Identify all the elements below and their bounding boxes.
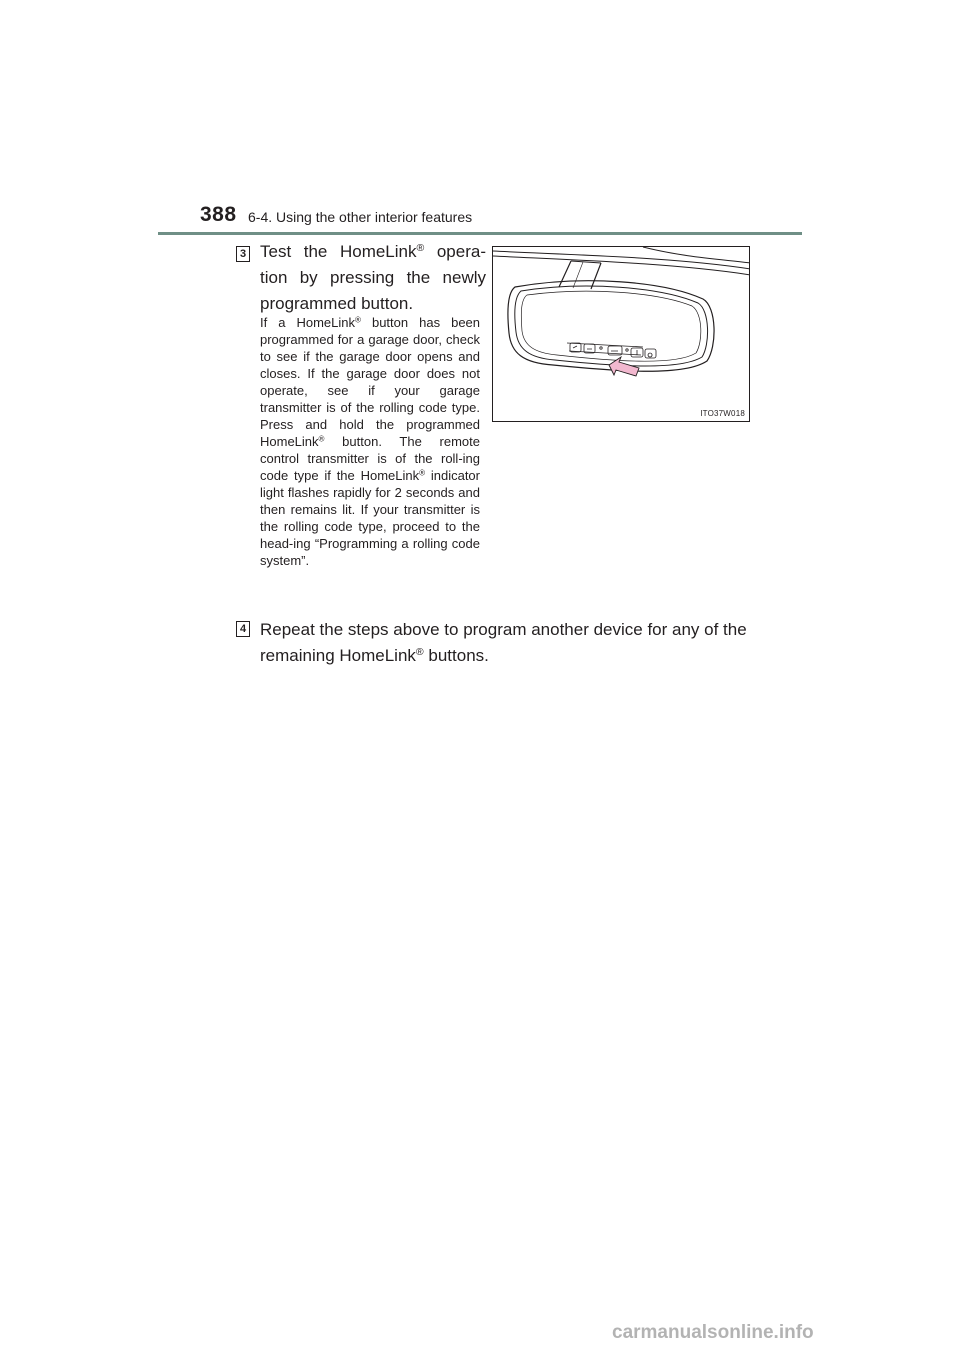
step-3-badge: 3 bbox=[236, 246, 250, 262]
note-part-1: If a HomeLink bbox=[260, 315, 356, 330]
page-number: 388 bbox=[200, 203, 237, 226]
note-part-2: button has been programmed for a garage door, check to see if the garage door opens and closes. If the garage door does not operate, see if your garage transmitter is of the rolling code type. Press and hold the programmed HomeLink bbox=[260, 315, 481, 449]
step-3-note bbox=[260, 314, 480, 569]
watermark: carmanualsonline.info bbox=[612, 1322, 814, 1343]
registered-mark: ® bbox=[318, 434, 325, 444]
note-part-3: button. The remote control transmitter is of the roll-ing code type if the HomeLink bbox=[260, 434, 480, 483]
step-4-instruction bbox=[260, 617, 760, 669]
step-3-instruction bbox=[260, 239, 486, 317]
step-4-text-start: Repeat the steps above to program another device for any of the remaining HomeLink bbox=[260, 620, 747, 665]
section-title: 6-4. Using the other interior features bbox=[248, 209, 473, 225]
figure-code: ITO37W018 bbox=[700, 409, 745, 418]
registered-mark: ® bbox=[419, 468, 426, 478]
registered-mark: ® bbox=[416, 242, 425, 255]
header-rule bbox=[158, 232, 802, 235]
registered-mark: ® bbox=[355, 315, 361, 325]
note-part-4: indicator light flashes rapidly for 2 seconds and then remains lit. If your transmitter is the rolling code type, proceed to the head-ing “Programming a rolling code system”. bbox=[260, 468, 480, 568]
rearview-mirror-figure bbox=[492, 246, 750, 422]
rearview-mirror-illustration bbox=[493, 247, 750, 422]
step-3-text-end: opera-tion by pressing the newly programmed button. bbox=[260, 242, 486, 313]
step-3-text-start: Test the HomeLink bbox=[260, 242, 417, 261]
step-4-text-end: buttons. bbox=[423, 646, 489, 665]
step-4-badge: 4 bbox=[236, 621, 250, 637]
registered-mark: ® bbox=[415, 646, 424, 659]
